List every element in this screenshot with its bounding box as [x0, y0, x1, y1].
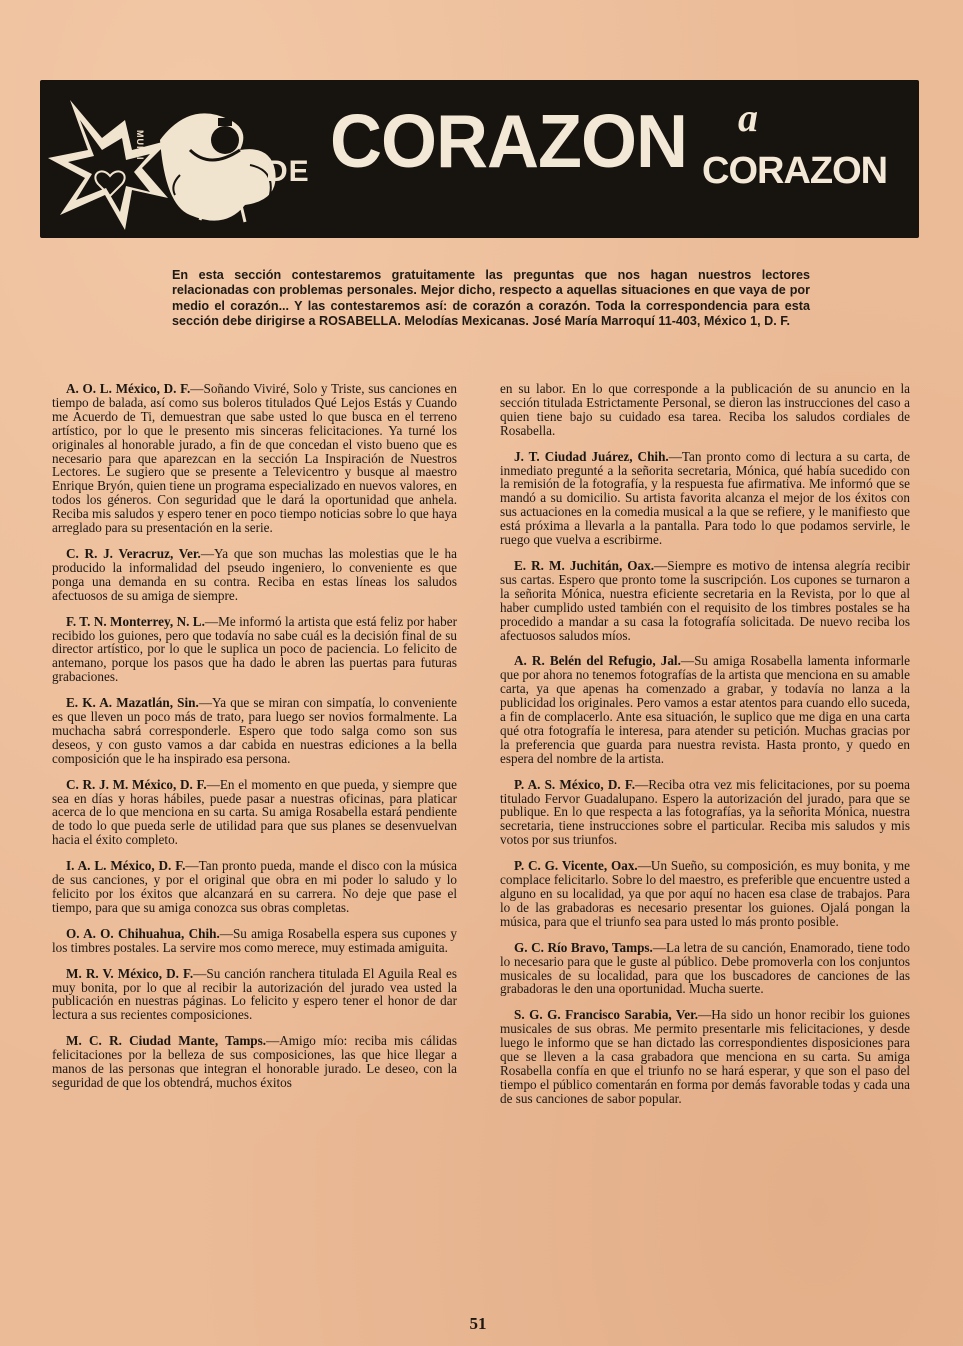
reply-text: —En el momento en que pueda, y siempre que sea en días y horas hábiles, puede pasar a nuestras oficinas, para platicar acerca de lo que menciona en su carta. Su amiga Rosabella estará pendiente de todo lo que pueda serle de utilidad para que sus planes se desenvuelvan hacia el éxito completo. — [52, 776, 457, 848]
reader-initials-location: I. A. L. México, D. F. — [66, 858, 186, 874]
reply-text: —Reciba otra vez mis felicitaciones, por su poema titulado Fervor Guadalupano. Espero la autorización del jurado, para que se publique. En lo que respecta a las fotografías, ya la señorita Mónica, nuestra secretaria, tiene instrucciones sobre el particular. Reciba mis saludos y mis votos por sus triunfos. — [500, 776, 910, 848]
reader-initials-location: C. R. J. Veracruz, Ver. — [66, 545, 201, 561]
reader-initials-location: G. C. Río Bravo, Tamps. — [514, 939, 653, 955]
reply-text: —Un Sueño, su composición, es muy bonita, y me complace felicitarlo. Sobre lo del maestro, es preferible que encuentre usted a alguno en su localidad, ya que por aquí no hacen esa clase de trabajos. Para lo de las grabadoras es necesario presentar los guiones. Ojalá pongan la música, para que el triunfo sea para usted lo más pronto posible. — [500, 858, 910, 929]
letter-reply — [52, 967, 457, 1023]
letter-reply — [52, 927, 457, 955]
reply-text: —Ha sido un honor recibir los guiones musicales de sus obras. Me permito presentarle mis felicitaciones, y desde luego le informo que se han dictado las correspondientes disposiciones para que se lleven a la casa grabadora que menciona en su carta. Su amiga Rosabella confía en que el triunfo no se hará esperar, y que son el paso del tiempo el público comentarán en forma por demás favorable todas y cada una de sus canciones de sabor popular. — [500, 1007, 910, 1106]
reply-text: —Ya que son muchas las molestias que le ha producido la informalidad del pseudo ingeniero, lo conveniente es que ponga una demanda en su contra. Reciba en estas líneas los saludos afectuosos de su amiga de siempre. — [52, 545, 457, 603]
letter-reply — [52, 382, 457, 535]
letter-reply — [500, 941, 910, 997]
reply-text: —Me informó la artista que está feliz por haber recibido los guiones, pero que todavía no sabe cuál es la decisión final de su director artístico, por lo que le suplica un poco de paciencia. Lo felicito de antemano, porque los pasos que ha dado le abren las puertas para futuras grabaciones. — [52, 613, 458, 685]
reply-text: —Amigo mío: reciba mis cálidas felicitaciones por la belleza de sus composiciones, las que hice llegar a manos de las personas que integran el honorable jurado. Le deseo, con la seguridad de que los obtendrá, muchos éxitos — [52, 1033, 457, 1090]
reader-initials-location: J. T. Ciudad Juárez, Chih. — [514, 448, 669, 464]
letter-reply — [52, 1034, 457, 1090]
reader-initials-location: C. R. J. M. México, D. F. — [66, 776, 207, 792]
letter-reply — [500, 778, 910, 848]
banner-title-de: DE — [266, 155, 310, 188]
reply-text: —Su amiga Rosabella espera sus cupones y los timbres postales. La servire mos como merece, muy estimada amiguita. — [52, 925, 457, 955]
banner-title-corazon: CORAZON — [330, 99, 687, 184]
letter-reply — [52, 859, 457, 915]
banner-title-a: a — [738, 95, 758, 140]
left-column — [52, 382, 457, 1102]
reader-initials-location: E. R. M. Juchitán, Oax. — [514, 557, 655, 573]
letter-reply — [52, 696, 457, 766]
letter-reply — [52, 615, 457, 685]
reply-text: —Siempre es motivo de intensa alegría recibir sus cartas. Espero que pronto tome la suscripción. Los cupones se turnaron a la señorita Mónica, nuestra eficiente secretaria en la Revista, por lo que al haber cumplido usted también con el requisito de los timbres postales se ha procedido a mandar a su casa la fotografía solicitada. De nuevo reciba los afectuosos saludos míos. — [500, 557, 910, 643]
reader-initials-location: A. O. L. México, D. F. — [66, 381, 191, 396]
reader-initials-location: F. T. N. Monterrey, N. L. — [66, 613, 205, 629]
letter-reply — [500, 559, 910, 642]
reply-text: —La letra de su canción, Enamorado, tiene todo lo necesario para que le guste al público. Debe promoverla con los conjuntos musicales de su localidad, para que los buscadores de canciones de las grabadoras le den una oportunidad. Mucha suerte. — [500, 939, 910, 997]
reader-initials-location: O. A. O. Chihuahua, Chih. — [66, 925, 220, 941]
banner-title-corazon-small: CORAZON — [702, 150, 888, 192]
reply-text: —Su canción ranchera titulada El Aguila Real es muy bonita, por lo que al recibir la autorización del jurado vea usted la publicación en nuestras páginas. Lo felicito y espero tener el honor de dar lectura a sus recientes composiciones. — [52, 965, 457, 1023]
reader-initials-location: E. K. A. Mazatlán, Sin. — [66, 695, 199, 711]
letter-reply — [500, 1008, 910, 1105]
page-number: 51 — [469, 1314, 487, 1333]
reader-initials-location: P. C. G. Vicente, Oax. — [514, 858, 638, 874]
reader-initials-location: M. C. R. Ciudad Mante, Tamps. — [66, 1033, 267, 1049]
reader-initials-location: A. R. Belén del Refugio, Jal. — [514, 653, 681, 669]
reader-initials-location: P. A. S. México, D. F. — [514, 776, 636, 792]
section-intro: En esta sección contestaremos gratuitamente las preguntas que nos hagan nuestros lectores relacionadas con problemas personales. Mejor dicho, respecto a aquellas situaciones en que vaya de por medio el corazón... Y las contestaremos así: de corazón a corazón. Toda la correspondencia para esta sección debe dirigirse a ROSABELLA. Melodías Mexicanas. José María Marroquí 11-403, México 1, D. F. — [172, 268, 810, 328]
letter-reply — [500, 654, 910, 765]
letter-reply — [500, 450, 910, 547]
reply-text: —Soñando Viviré, Solo y Triste, sus canciones en tiempo de balada, así como sus boleros titulados Qué Lejos Estás y Cuando me Acuerdo de Ti, demuestran que sabe usted lo que busca en el terreno artístico, por lo que le presento mis sinceras felicitaciones. Ya turné los originales al honorable jurado, a fin de que concedan el visto bueno que es necesario para que aparezcan en la sección La Inspiración de Nuestros Lectores. Le sugiero que se presente a Televicentro y busque al maestro Enrique Bryón, quien tiene un programa especializado en nuevos valores, en todos los géneros. Con seguridad que le dará la oportunidad que anhela. Reciba mis saludos y espero tener en poco tiempo noticias sobre lo que haya arreglado para su presentación en la serie. — [52, 381, 458, 536]
reply-text: —Ya que se miran con simpatía, lo conveniente es que lleven un poco más de trato, para luego ser novios formalmente. La muchacha sabrá corresponderle. Espero que todo salga como son sus deseos, y con gusto vamos a dar cabida en nuestras ediciones a la bella composición que le ha inspirado esa persona. — [52, 695, 457, 766]
reader-initials-location: S. G. G. Francisco Sarabia, Ver. — [514, 1007, 699, 1023]
letter-reply — [500, 382, 910, 438]
letter-reply — [52, 547, 457, 603]
reply-text: en su labor. En lo que corresponde a la publicación de su anuncio en la sección titulada Estrictamente Personal, se dieron las instrucciones del caso a quien tiene bajo su cuidado esa tarea. Reciba los saludos cordiales de Rosabella. — [500, 381, 910, 438]
reader-initials-location: M. R. V. México, D. F. — [66, 965, 194, 981]
letter-reply — [500, 859, 910, 929]
artist-signature: MUICI — [135, 130, 145, 161]
reply-text: —Su amiga Rosabella lamenta informarle que por ahora no tenemos fotografías de la artista que menciona en su amable carta, ya que apenas ha comenzado a grabar, y todavía no lanza a la publicidad los originales. Pero vamos a estar atentos para cuando ello suceda, a fin de complacerlo. Ante esa situación, le suplico que me diga en una carta qué otra fotografía le interesa, para atender su petición. Muchas gracias por la preferencia que guarda para nuestra revista. Hasta pronto, y quedo en espera del nombre de la artista. — [500, 653, 910, 766]
letter-reply — [52, 778, 457, 848]
right-column — [500, 382, 910, 1118]
reply-text: —Tan pronto como di lectura a su carta, de inmediato pregunté a la señorita secretaria, Mónica, qué había sucedido con la remisión de la fotografía, y la respuesta fue afirmativa. Me informó que se mandó a su domicilio. Su artista favorita alcanza el mejor de los éxitos con sus actuaciones en la comedia musical a la que se refiere, y le manifiesto que está próxima a llevarla a la pantalla. Para todo lo que podamos servirle, le ruego que vuelva a escribirme. — [500, 448, 910, 548]
reply-text: —Tan pronto pueda, mande el disco con la música de sus canciones, y por el original que obra en mi poder lo saludo y lo felicito por los éxitos que alcanzará en su carrera. No deje que pase el tiempo, para que su amiga conozca sus obras completas. — [52, 858, 457, 915]
